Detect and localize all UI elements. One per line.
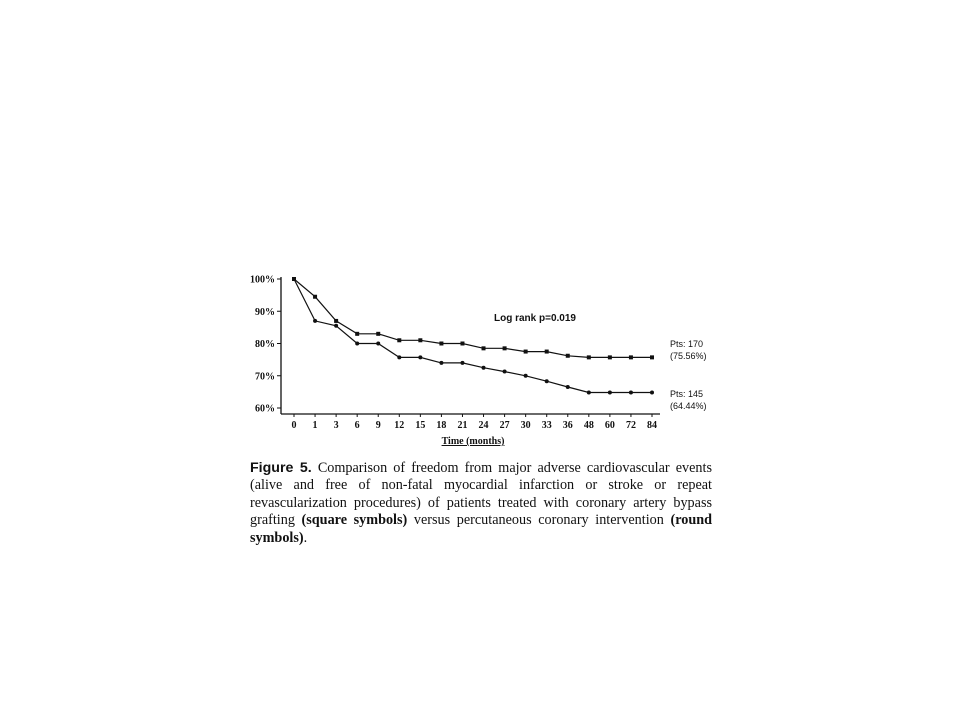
data-point-square [313, 295, 317, 299]
series-line [294, 279, 652, 393]
data-point-circle [397, 355, 401, 359]
end-label-count: Pts: 170 [670, 339, 704, 349]
data-point-circle [313, 319, 317, 323]
data-point-square [355, 332, 359, 336]
x-tick-label: 0 [291, 420, 297, 431]
series-square [292, 277, 654, 359]
figure-label: Figure 5. [250, 460, 312, 476]
caption-text-3: . [303, 529, 308, 546]
chart-axes [277, 277, 660, 417]
y-tick-label: 70% [255, 371, 275, 383]
log-rank-annotation: Log rank p=0.019 [494, 313, 576, 324]
x-tick-label: 84 [647, 420, 657, 431]
data-point-square [418, 338, 422, 342]
caption-bold-2: (round symbols) [250, 512, 712, 546]
x-tick-label: 72 [625, 420, 636, 431]
data-point-circle [418, 355, 422, 359]
data-point-square [334, 319, 338, 323]
y-tick-label: 90% [255, 306, 275, 318]
data-point-square [460, 342, 464, 346]
data-point-square [524, 350, 528, 354]
data-point-circle [629, 391, 633, 395]
data-point-square [629, 355, 633, 359]
data-point-square [397, 338, 401, 342]
end-label-percent: (75.56%) [670, 351, 707, 361]
y-tick-label: 80% [255, 339, 275, 350]
data-point-square [376, 332, 380, 336]
figure-caption [250, 460, 712, 547]
x-axis-title: Time (months) [441, 436, 505, 447]
x-tick-label: 30 [520, 420, 531, 431]
x-tick-label: 9 [375, 420, 381, 431]
x-tick-label: 36 [562, 420, 573, 431]
data-point-circle [524, 374, 528, 378]
data-point-square [439, 342, 443, 346]
data-point-circle [460, 361, 464, 365]
data-point-circle [334, 324, 338, 328]
data-point-square [566, 354, 570, 358]
data-point-circle [587, 391, 591, 395]
caption-text-2: versus percutaneous coronary intervention [407, 512, 671, 529]
x-tick-label: 18 [436, 420, 447, 431]
data-point-circle [292, 277, 296, 281]
x-tick-label: 33 [541, 420, 552, 431]
data-point-circle [545, 379, 549, 383]
series-circle [292, 277, 654, 395]
data-point-circle [566, 385, 570, 389]
data-point-circle [376, 342, 380, 346]
data-point-square [545, 350, 549, 354]
caption-text-1: Comparison of freedom from major adverse cardiovascular events (alive and free of non-fatal myocardial infarction or stroke or repeat revascularization procedures) of patients treated with coronary artery bypass grafting [250, 460, 712, 529]
data-point-square [650, 355, 654, 359]
data-point-square [503, 346, 507, 350]
chart-series [292, 277, 654, 395]
x-tick-label: 27 [499, 420, 510, 431]
x-tick-label: 21 [457, 420, 468, 431]
x-tick-label: 15 [415, 420, 426, 431]
data-point-square [587, 355, 591, 359]
caption-bold-1: (square symbols) [301, 512, 408, 529]
y-tick-label: 100% [250, 274, 275, 286]
x-tick-label: 60 [604, 420, 615, 431]
y-tick-label: 60% [255, 403, 275, 415]
end-label-percent: (64.44%) [670, 401, 707, 411]
x-tick-label: 24 [478, 420, 489, 431]
data-point-circle [608, 391, 612, 395]
data-point-circle [650, 391, 654, 395]
data-point-circle [482, 366, 486, 370]
x-tick-label: 12 [394, 420, 405, 431]
x-tick-label: 1 [312, 420, 318, 431]
x-tick-label: 48 [583, 420, 594, 431]
end-label-count: Pts: 145 [670, 389, 704, 399]
chart-tick-labels [250, 275, 657, 448]
data-point-square [608, 355, 612, 359]
x-tick-label: 3 [333, 420, 339, 431]
data-point-square [482, 346, 486, 350]
data-point-circle [503, 370, 507, 374]
x-tick-label: 6 [354, 420, 360, 431]
data-point-circle [355, 342, 359, 346]
data-point-circle [439, 361, 443, 365]
series-line [294, 279, 652, 357]
chart-annotations [494, 313, 707, 411]
